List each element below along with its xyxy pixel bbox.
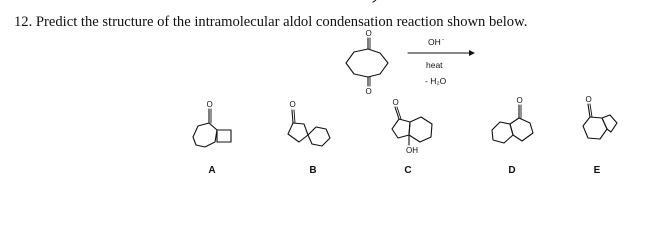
cropped-top-mark xyxy=(371,0,379,4)
choice-c-letter: C xyxy=(404,165,412,176)
heat-condition-label: heat xyxy=(426,60,443,70)
starting-diketone-structure xyxy=(346,29,388,96)
starting-ketone-oxygen-top: O xyxy=(365,29,372,38)
choice-d-oxygen: O xyxy=(516,96,523,105)
choice-c-structure xyxy=(378,95,453,175)
choice-c[interactable] xyxy=(378,95,453,175)
choice-a-oxygen: O xyxy=(206,100,213,109)
choice-c-oxygen: O xyxy=(392,98,399,107)
base-reagent-charge: - xyxy=(442,37,444,43)
choice-a-letter: A xyxy=(208,165,216,176)
choice-d[interactable] xyxy=(482,95,557,175)
choice-e[interactable] xyxy=(577,95,652,175)
choice-b-structure xyxy=(274,95,349,175)
choice-b[interactable] xyxy=(274,95,349,175)
choice-b-oxygen: O xyxy=(289,100,296,109)
answer-choices xyxy=(0,95,659,193)
choice-e-structure xyxy=(577,95,652,175)
choice-a[interactable] xyxy=(178,95,253,175)
question-number: 12. xyxy=(14,14,33,30)
water-loss-condition-label: - H₂O xyxy=(425,76,447,86)
choice-c-hydroxyl: OH xyxy=(406,146,418,155)
choice-e-oxygen: O xyxy=(585,95,592,104)
reaction-arrow-group xyxy=(408,37,475,86)
choice-e-letter: E xyxy=(593,165,601,176)
question-prompt: Predict the structure of the intramolecular aldol condensation reaction shown below. xyxy=(35,14,528,30)
reaction-arrowhead-icon xyxy=(469,50,475,56)
choice-d-structure xyxy=(482,95,557,175)
starting-ketone-oxygen-bottom: O xyxy=(365,87,372,96)
choice-b-letter: B xyxy=(309,165,317,176)
base-reagent-label: OH xyxy=(428,37,441,47)
choice-a-structure xyxy=(178,95,253,175)
choice-d-letter: D xyxy=(508,165,516,176)
reaction-scheme xyxy=(340,27,560,97)
